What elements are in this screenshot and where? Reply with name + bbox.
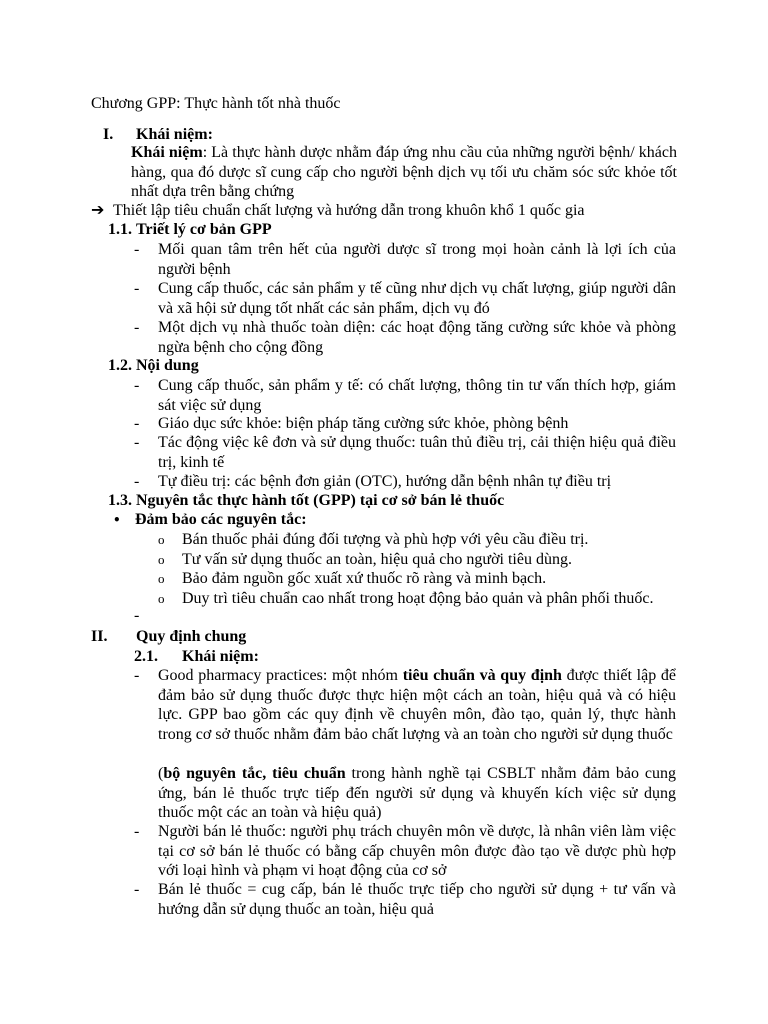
- section-1-1-heading: [108, 220, 272, 240]
- section-title: Quy định chung: [136, 628, 247, 645]
- list-item-text: Một dịch vụ nhà thuốc toàn diện: các hoạt động tăng cường sức khỏe và phòng ngừa bệnh cho cộng đồng: [158, 319, 676, 356]
- list-item: [134, 240, 676, 279]
- list-item-text: [158, 666, 676, 744]
- section-number: 1.3.: [108, 492, 132, 509]
- list-item: [134, 318, 676, 357]
- section-number: 1.1.: [108, 221, 132, 238]
- sub-list-item: [158, 569, 678, 589]
- arrow-statement: [91, 200, 585, 221]
- section-1-3-heading: [108, 491, 504, 511]
- text-run: trong hành nghề tại CSBLT nhằm đảm bảo cung ứng, bán lẻ thuốc trực tiếp đến người sử dụng và khuyến kích việc sử dụng thuốc một các an toàn và hiệu quả): [158, 765, 677, 821]
- list-item: [134, 279, 676, 318]
- list-item-text: Bán lẻ thuốc = cug cấp, bán lẻ thuốc trực tiếp cho người sử dụng + tư vấn và hướng dẫn sử dụng thuốc an toàn, hiệu quả: [158, 881, 676, 918]
- list-item: [134, 666, 676, 744]
- list-item: [134, 376, 676, 415]
- definition-text: : Là thực hành dược nhằm đáp ứng nhu cầu của những người bệnh/ khách hàng, qua đó dược sĩ cung cấp cho người bệnh dịch vụ tối ưu chăm sóc sức khỏe tốt nhất dựa trên bằng chứng: [131, 144, 677, 200]
- bullet-item: [113, 510, 307, 531]
- dash-marker: -: [134, 377, 140, 394]
- sub-list-item-text: Bán thuốc phải đúng đối tượng và phù hợp với yêu cầu điều trị.: [182, 531, 589, 548]
- dash-marker: -: [134, 881, 140, 898]
- arrow-right-icon: ➔: [91, 200, 105, 219]
- circle-marker: o: [158, 552, 165, 567]
- circle-marker: o: [158, 591, 165, 606]
- page-title: Chương GPP: Thực hành tốt nhà thuốc: [91, 95, 341, 112]
- section-title: Triết lý cơ bản GPP: [136, 221, 272, 238]
- sub-list-item: [158, 550, 678, 570]
- bullet-item-text: Đảm bảo các nguyên tắc:: [135, 511, 307, 528]
- text-run: được thiết lập để đảm bảo sử dụng thuốc được thực hiện một cách an toàn, hiệu quả và có hiệu lực. GPP bao gồm các quy định về chuyên môn, đào tạo, quản lý, thực hành trong cơ sở thuốc nhằm đảm bảo chất lượng và an toàn cho người sử dụng thuốc: [158, 667, 676, 743]
- text-run: (: [158, 765, 164, 782]
- list-item-text: Mối quan tâm trên hết của người dược sĩ trong mọi hoàn cảnh là lợi ích của người bệnh: [158, 241, 676, 278]
- section-2-1-heading: [134, 647, 259, 667]
- dash-marker: -: [134, 607, 140, 624]
- section-title: Nguyên tắc thực hành tốt (GPP) tại cơ sở bán lẻ thuốc: [136, 492, 505, 509]
- dash-marker: -: [134, 319, 140, 336]
- section-title: Khái niệm:: [136, 126, 213, 143]
- section-title: Nội dung: [136, 357, 199, 374]
- text-run: Good pharmacy practices: một nhóm: [158, 667, 403, 684]
- section-number: 1.2.: [108, 357, 132, 374]
- dash-marker: -: [134, 434, 140, 451]
- list-item-text: Cung cấp thuốc, các sản phẩm y tế cũng như dịch vụ chất lượng, giúp người dân và xã hội sử dụng tốt nhất các sản phẩm, dịch vụ đó: [158, 280, 676, 317]
- bold-text-run: bộ nguyên tắc, tiêu chuẩn: [163, 765, 346, 782]
- list-item: [134, 433, 676, 472]
- list-item-text: Cung cấp thuốc, sản phẩm y tế: có chất lượng, thông tin tư vấn thích hợp, giám sát việc sử dụng: [158, 377, 676, 414]
- sub-list-item: [158, 530, 678, 550]
- list-item: [134, 880, 676, 919]
- section-2-heading: [91, 627, 246, 647]
- list-item: [134, 822, 676, 881]
- section-title: Khái niệm:: [182, 648, 259, 665]
- dash-marker: -: [134, 280, 140, 297]
- list-item-text: Tự điều trị: các bệnh đơn giản (OTC), hướng dẫn bệnh nhân tự điều trị: [158, 473, 612, 490]
- section-number: 2.1.: [134, 648, 158, 665]
- dash-marker: -: [134, 241, 140, 258]
- section-number: I.: [103, 126, 114, 143]
- bullet-marker: •: [113, 513, 121, 527]
- list-item-text: Giáo dục sức khỏe: biện pháp tăng cường sức khỏe, phòng bệnh: [158, 415, 569, 432]
- definition-label: Khái niệm: [131, 144, 203, 161]
- section-1-heading: [103, 125, 213, 145]
- list-item-text: Người bán lẻ thuốc: người phụ trách chuyên môn về dược, là nhân viên làm việc tại cơ sở bán lẻ thuốc có bằng cấp chuyên môn được đào tạo về dược phù hợp với loại hình và phạm vi hoạt động của cơ sở: [158, 823, 676, 879]
- bold-text-run: tiêu chuẩn và quy định: [402, 667, 562, 684]
- arrow-statement-text: Thiết lập tiêu chuẩn chất lượng và hướng dẫn trong khuôn khổ 1 quốc gia: [113, 202, 585, 219]
- section-1-2-heading: [108, 356, 199, 376]
- dash-marker: -: [134, 473, 140, 490]
- sub-list-item-text: Duy trì tiêu chuẩn cao nhất trong hoạt động bảo quản và phân phối thuốc.: [182, 590, 654, 607]
- list-item: [134, 472, 676, 492]
- circle-marker: o: [158, 532, 165, 547]
- list-item-text: Tác động việc kê đơn và sử dụng thuốc: tuân thủ điều trị, cải thiện hiệu quả điều trị, kinh tế: [158, 434, 676, 471]
- sub-list-item-text: Bảo đảm nguồn gốc xuất xứ thuốc rõ ràng và minh bạch.: [182, 570, 547, 587]
- list-item: [134, 414, 676, 434]
- note-paragraph: [158, 764, 676, 823]
- dash-marker: -: [134, 667, 140, 684]
- dash-marker: -: [134, 415, 140, 432]
- definition-paragraph: [131, 143, 677, 202]
- dash-marker: -: [134, 823, 140, 840]
- circle-marker: o: [158, 571, 165, 586]
- sub-list-item-text: Tư vấn sử dụng thuốc an toàn, hiệu quả cho người tiêu dùng.: [182, 551, 572, 568]
- sub-list-item: [158, 589, 678, 609]
- section-number: II.: [91, 628, 108, 645]
